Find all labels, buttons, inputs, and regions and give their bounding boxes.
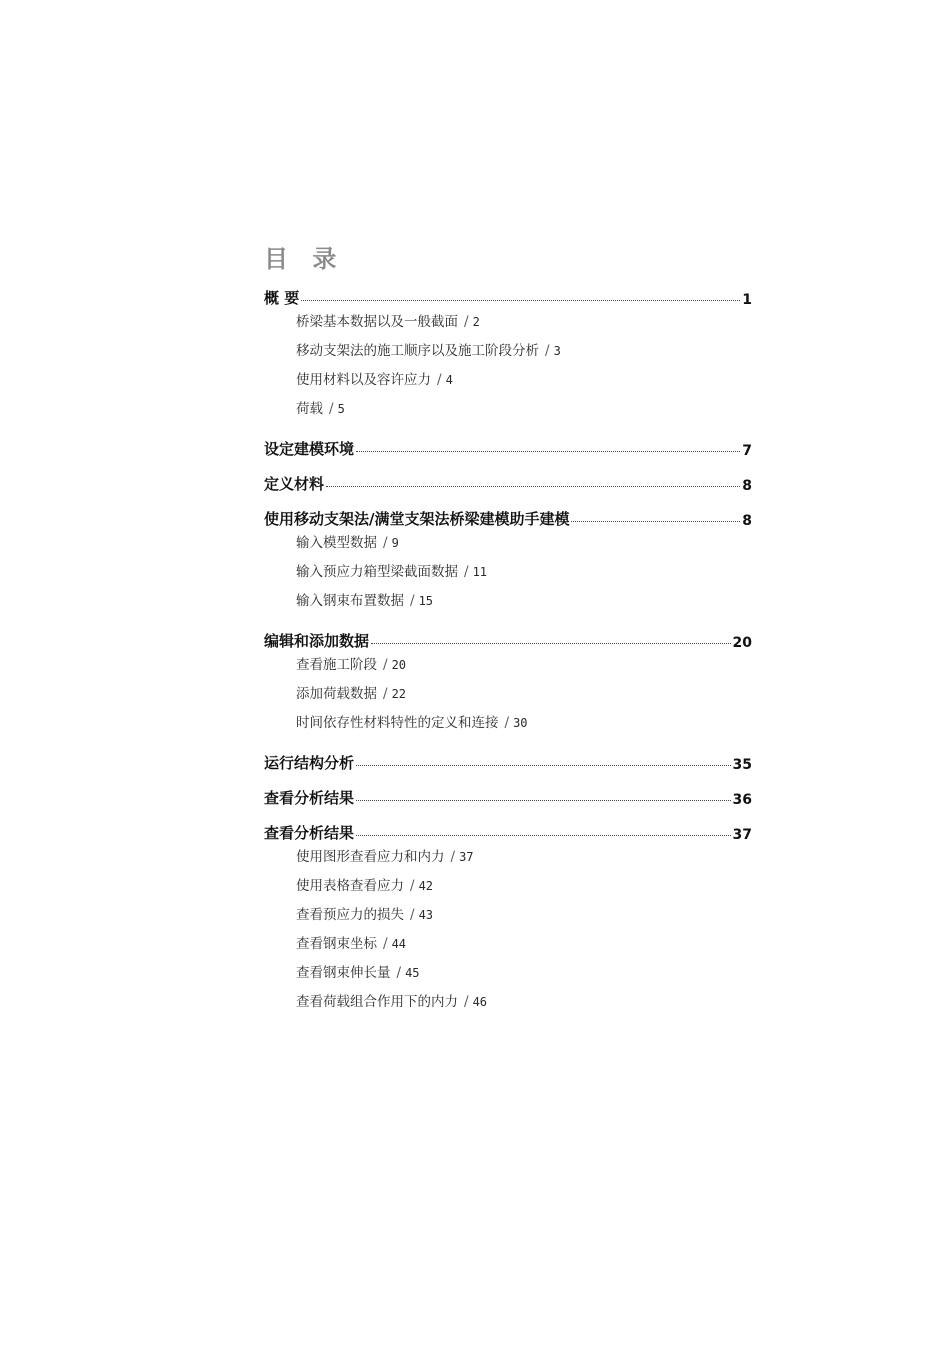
toc-subsection-label: 使用表格查看应力 xyxy=(296,878,404,894)
toc-subsection-list xyxy=(264,651,752,738)
page-separator: / xyxy=(329,401,334,417)
toc-subsection-label: 使用材料以及容许应力 xyxy=(296,372,431,388)
toc-subsection-entry[interactable] xyxy=(264,308,752,337)
toc-subsection-label: 添加荷载数据 xyxy=(296,686,377,702)
toc-section-entry[interactable] xyxy=(264,817,752,843)
dot-leader xyxy=(356,765,731,766)
dot-leader xyxy=(301,300,740,301)
toc-section xyxy=(264,433,752,459)
toc-section-page: 37 xyxy=(732,827,752,843)
toc-section-label: 运行结构分析 xyxy=(264,754,355,772)
table-of-contents xyxy=(264,242,752,1026)
page-separator: / xyxy=(410,907,415,923)
page-separator: / xyxy=(383,686,388,702)
toc-subsection-label: 查看预应力的损失 xyxy=(296,907,404,923)
toc-section-label: 概 要 xyxy=(264,289,300,307)
toc-subsection-label: 输入钢束布置数据 xyxy=(296,593,404,609)
toc-section xyxy=(264,282,752,424)
toc-sections xyxy=(264,282,752,1017)
page-separator: / xyxy=(396,965,402,981)
toc-subsection-page: 46 xyxy=(472,995,488,1009)
toc-section-label: 查看分析结果 xyxy=(264,789,355,807)
page-separator: / xyxy=(450,849,456,865)
dot-leader xyxy=(356,800,731,801)
toc-subsection-entry[interactable] xyxy=(264,337,752,366)
toc-subsection-page: 44 xyxy=(391,937,407,951)
toc-subsection-page: 9 xyxy=(391,536,399,550)
toc-section xyxy=(264,625,752,738)
toc-section-label: 编辑和添加数据 xyxy=(264,632,370,650)
dot-leader xyxy=(326,486,740,487)
page-separator: / xyxy=(410,878,415,894)
toc-section-entry[interactable] xyxy=(264,282,752,308)
toc-subsection-entry[interactable] xyxy=(264,651,752,680)
toc-subsection-entry[interactable] xyxy=(264,587,752,616)
page-separator: / xyxy=(437,372,442,388)
toc-subsection-page: 37 xyxy=(459,850,474,864)
toc-subsection-page: 22 xyxy=(391,687,407,701)
toc-subsection-page: 2 xyxy=(472,315,480,329)
toc-section xyxy=(264,503,752,616)
toc-subsection-entry[interactable] xyxy=(264,872,752,901)
toc-section-page: 35 xyxy=(732,757,752,773)
toc-subsection-page: 45 xyxy=(405,966,420,980)
dot-leader xyxy=(571,521,740,522)
toc-section-page: 1 xyxy=(742,292,752,308)
dot-leader xyxy=(356,835,731,836)
toc-subsection-entry[interactable] xyxy=(264,709,752,738)
toc-section xyxy=(264,782,752,808)
toc-section-page: 20 xyxy=(732,635,752,651)
toc-subsection-page: 20 xyxy=(391,658,407,672)
toc-section-entry[interactable] xyxy=(264,625,752,651)
toc-subsection-label: 查看钢束坐标 xyxy=(296,936,377,952)
toc-subsection-label: 查看荷载组合作用下的内力 xyxy=(296,994,458,1010)
toc-subsection-page: 3 xyxy=(553,344,561,358)
toc-subsection-label: 荷载 xyxy=(296,401,323,417)
toc-section-entry[interactable] xyxy=(264,433,752,459)
toc-subsection-page: 15 xyxy=(418,594,434,608)
page-separator: / xyxy=(410,593,415,609)
toc-subsection-label: 输入模型数据 xyxy=(296,535,377,551)
toc-section-label: 使用移动支架法/满堂支架法桥梁建模助手建模 xyxy=(264,510,570,528)
toc-section-page: 36 xyxy=(732,792,752,808)
toc-subsection-list xyxy=(264,843,752,1017)
toc-subsection-page: 4 xyxy=(445,373,453,387)
toc-subsection-page: 43 xyxy=(418,908,434,922)
toc-subsection-entry[interactable] xyxy=(264,988,752,1017)
toc-subsection-list xyxy=(264,529,752,616)
toc-subsection-entry[interactable] xyxy=(264,901,752,930)
toc-subsection-entry[interactable] xyxy=(264,959,752,988)
toc-subsection-entry[interactable] xyxy=(264,558,752,587)
toc-section-label: 设定建模环境 xyxy=(264,440,355,458)
toc-subsection-entry[interactable] xyxy=(264,843,752,872)
page-separator: / xyxy=(383,535,388,551)
toc-subsection-page: 42 xyxy=(418,879,434,893)
toc-section-page: 7 xyxy=(742,443,752,459)
toc-title: 目 录 xyxy=(264,245,345,273)
toc-section xyxy=(264,468,752,494)
toc-subsection-label: 查看钢束伸长量 xyxy=(296,965,391,981)
dot-leader xyxy=(356,451,740,452)
toc-subsection-label: 时间依存性材料特性的定义和连接 xyxy=(296,715,499,731)
toc-subsection-label: 移动支架法的施工顺序以及施工阶段分析 xyxy=(296,343,539,359)
toc-subsection-page: 30 xyxy=(513,716,528,730)
toc-subsection-entry[interactable] xyxy=(264,366,752,395)
toc-section-label: 查看分析结果 xyxy=(264,824,355,842)
toc-subsection-label: 桥梁基本数据以及一般截面 xyxy=(296,314,458,330)
toc-section-label: 定义材料 xyxy=(264,475,325,493)
toc-subsection-entry[interactable] xyxy=(264,930,752,959)
dot-leader xyxy=(371,643,731,644)
page-separator: / xyxy=(464,994,469,1010)
toc-subsection-entry[interactable] xyxy=(264,680,752,709)
page-separator: / xyxy=(383,936,388,952)
toc-subsection-page: 11 xyxy=(472,565,488,579)
toc-subsection-label: 使用图形查看应力和内力 xyxy=(296,849,445,865)
toc-section xyxy=(264,747,752,773)
page-separator: / xyxy=(504,715,510,731)
toc-subsection-page: 5 xyxy=(337,402,345,416)
toc-subsection-entry[interactable] xyxy=(264,395,752,424)
toc-section-page: 8 xyxy=(742,513,752,529)
toc-section xyxy=(264,817,752,1017)
page-separator: / xyxy=(464,564,469,580)
toc-subsection-label: 输入预应力箱型梁截面数据 xyxy=(296,564,458,580)
toc-section-entry[interactable] xyxy=(264,747,752,773)
page-separator: / xyxy=(383,657,388,673)
toc-section-entry[interactable] xyxy=(264,782,752,808)
toc-section-entry[interactable] xyxy=(264,468,752,494)
toc-subsection-label: 查看施工阶段 xyxy=(296,657,377,673)
toc-subsection-entry[interactable] xyxy=(264,529,752,558)
toc-section-page: 8 xyxy=(742,478,752,494)
page-separator: / xyxy=(545,343,550,359)
page-separator: / xyxy=(464,314,469,330)
toc-subsection-list xyxy=(264,308,752,424)
toc-section-entry[interactable] xyxy=(264,503,752,529)
